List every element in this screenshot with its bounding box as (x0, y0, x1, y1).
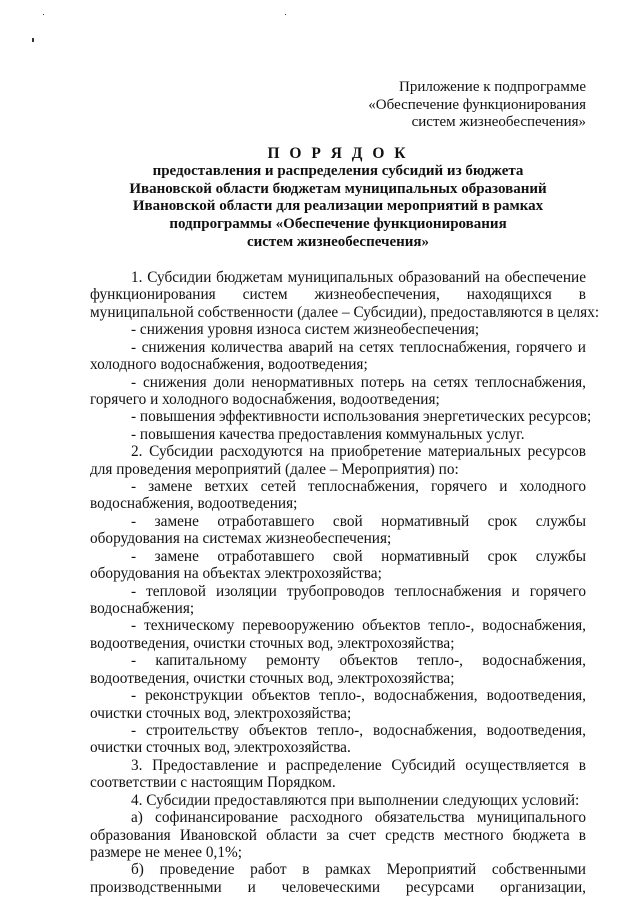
text-line: - замене отработавшего свой нормативный срок службы (131, 512, 586, 530)
text-line: соответствии с настоящим Порядком. (90, 774, 336, 792)
text-line: оборудования на объектах электрохозяйства; (90, 565, 382, 583)
text-line: 1. Субсидии бюджетам муниципальных образований на обеспечение (131, 269, 586, 286)
text-line: производственными и человеческими ресурсами организации, (90, 878, 586, 896)
paragraph (90, 478, 586, 513)
text-line: - снижения уровня износа систем жизнеобеспечения; (131, 321, 480, 339)
paragraph (90, 687, 586, 722)
text-line: очистки сточных вод, электрохозяйства. (90, 739, 351, 757)
paragraph (90, 617, 586, 652)
text-line: очистки сточных вод, электрохозяйства; (90, 704, 352, 722)
text-line: - тепловой изоляции трубопроводов теплоснабжения и горячего (131, 582, 586, 600)
subtitle-line: предоставления и распределения субсидий из бюджета (152, 162, 524, 179)
text-line: - строительству объектов тепло-, водоснабжения, водоотведения, (131, 721, 586, 739)
text-line: водоснабжения, водоотведения; (90, 495, 298, 513)
text-line: - замене отработавшего свой нормативный срок службы (131, 547, 586, 565)
appendix-line: систем жизнеобеспечения» (411, 114, 586, 131)
appendix-line: «Обеспечение функционирования (368, 96, 586, 113)
text-line: оборудования на системах жизнеобеспечения; (90, 530, 392, 548)
subtitle-line: подпрограммы «Обеспечение функционирования (169, 216, 507, 233)
text-line: - повышения эффективности использования энергетических ресурсов; (131, 408, 592, 426)
text-line: горячего и холодного водоснабжения, водоотведения; (90, 390, 440, 408)
subtitle-line: систем жизнеобеспечения» (246, 233, 430, 250)
paragraph (90, 757, 586, 792)
text-line: а) софинансирование расходного обязательства муниципального (131, 809, 586, 827)
paragraph (90, 792, 586, 809)
text-line: 4. Субсидии предоставляются при выполнении следующих условий: (131, 791, 580, 809)
text-line: для проведения мероприятий (далее – Мероприятия) по: (90, 460, 459, 478)
paragraph (90, 583, 586, 618)
text-line: - снижения доли ненормативных потерь на сетях теплоснабжения, (131, 373, 586, 391)
paragraph (90, 861, 586, 896)
text-line: 3. Предоставление и распределение Субсидий осуществляется в (131, 756, 586, 774)
text-line: водоотведения, очистки сточных вод, электрохозяйства; (90, 634, 455, 652)
paragraph (90, 269, 600, 321)
scan-speck (285, 14, 286, 15)
text-line: - реконструкции объектов тепло-, водоснабжения, водоотведения, (131, 687, 586, 705)
text-line: водоснабжения; (90, 600, 195, 618)
paragraph (90, 339, 586, 374)
paragraph (90, 652, 586, 687)
paragraph (90, 722, 586, 757)
title-heading: П О Р Я Д О К (267, 145, 409, 162)
appendix-line: Приложение к подпрограмме (398, 79, 586, 95)
text-line: 2. Субсидии расходуются на приобретение материальных ресурсов (131, 443, 586, 461)
text-line: б) проведение работ в рамках Мероприятий собственными (131, 861, 586, 879)
document-title (90, 145, 586, 252)
scan-speck (43, 14, 44, 15)
text-line: - снижения количества аварий на сетях теплоснабжения, горячего и (131, 338, 586, 356)
text-line: - техническому перевооружению объектов тепло-, водоснабжения, (131, 617, 586, 635)
paragraph (90, 321, 586, 338)
scan-speck (32, 38, 34, 42)
paragraph (90, 426, 586, 443)
document-body (90, 269, 600, 896)
text-line: водоотведения, очистки сточных вод, электрохозяйства; (90, 669, 455, 687)
paragraph (90, 548, 586, 583)
text-line: - повышения качества предоставления коммунальных услуг. (131, 425, 525, 443)
paragraph (90, 809, 586, 861)
paragraph (90, 408, 592, 426)
paragraph (90, 374, 586, 409)
appendix-note (368, 79, 586, 132)
subtitle-line: Ивановской области бюджетам муниципальных образований (129, 180, 547, 197)
text-line: функционирования систем жизнеобеспечения, находящихся в (90, 286, 586, 304)
paragraph (90, 443, 586, 478)
text-line: образования Ивановской области за счет средств местного бюджета в (90, 826, 586, 844)
text-line: - замене ветхих сетей теплоснабжения, горячего и холодного (131, 478, 586, 496)
text-line: муниципальной собственности (далее – Субсидии), предоставляются в целях: (90, 303, 600, 321)
text-line: - капитальному ремонту объектов тепло-, водоснабжения, (131, 652, 586, 670)
text-line: холодного водоснабжения, водоотведения; (90, 356, 368, 374)
paragraph (90, 513, 586, 548)
text-line: размере не менее 0,1%; (90, 843, 242, 861)
subtitle-line: Ивановской области для реализации мероприятий в рамках (132, 198, 544, 215)
